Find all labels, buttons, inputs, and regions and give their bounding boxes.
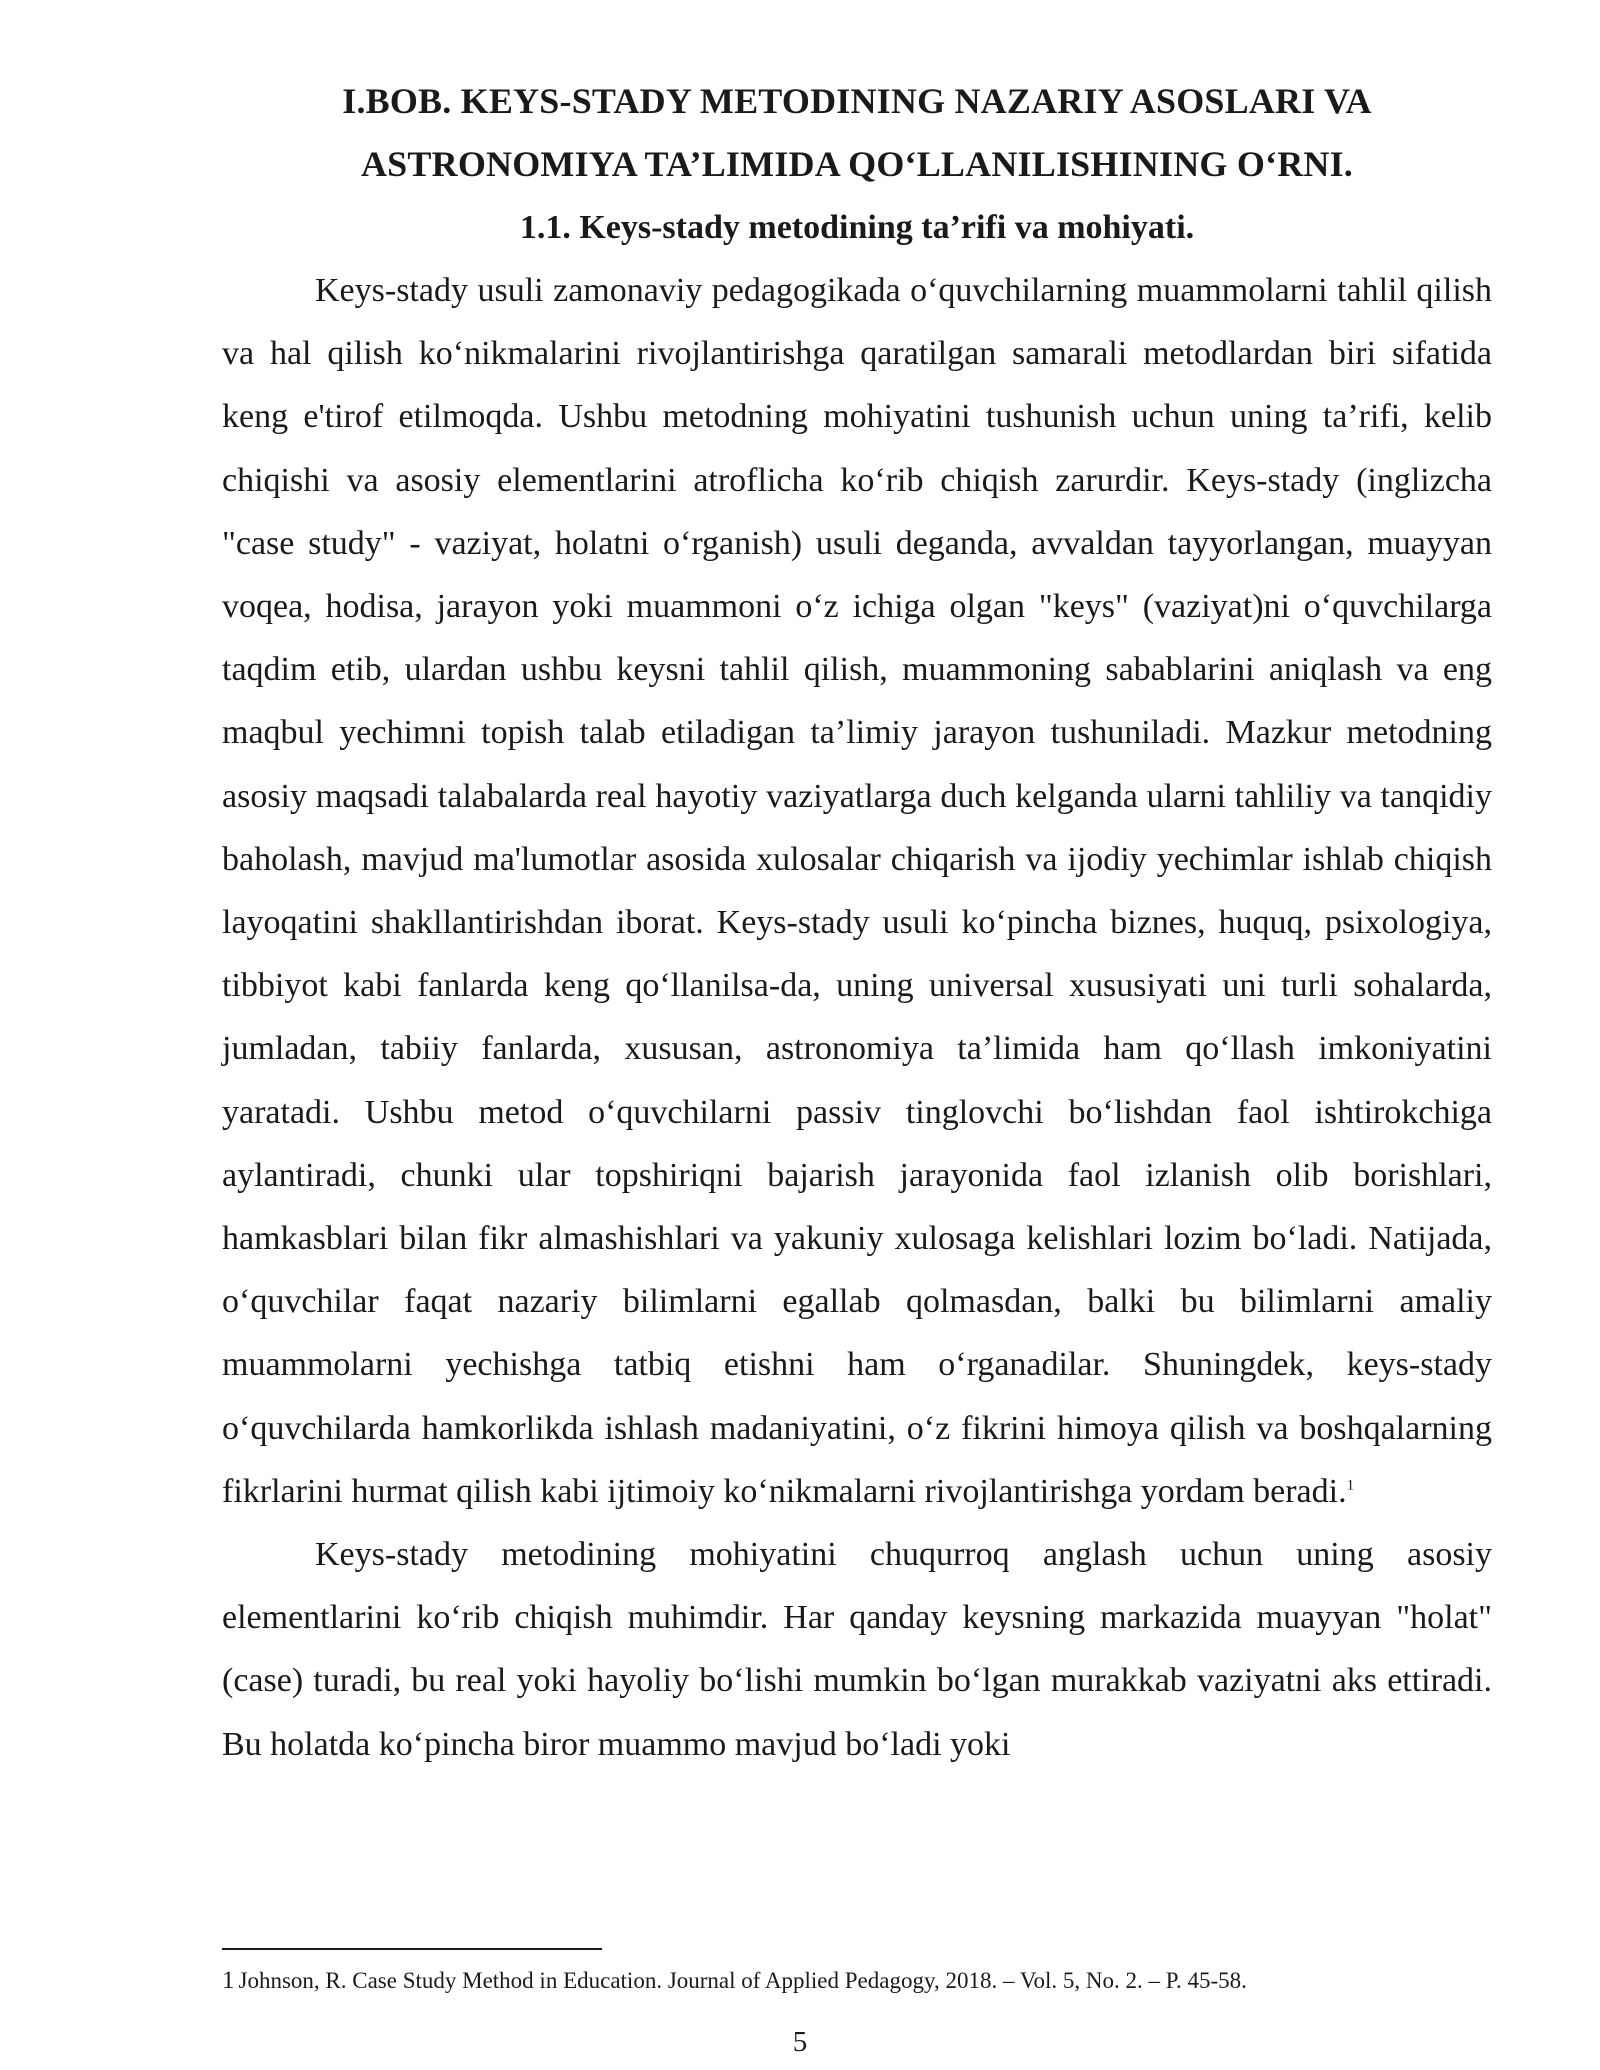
section-title: 1.1. Keys-stady metodining ta’rifi va mohiyati. (519, 209, 1195, 246)
footnote-number: 1 (222, 1967, 235, 1994)
footnote-text: Johnson, R. Case Study Method in Education. Journal of Applied Pedagogy, 2018. – Vol. 5, No. 2. – P. 45-58. (238, 1968, 1247, 1993)
page-number: 5 (792, 2026, 808, 2058)
chapter-title-line-2: ASTRONOMIYA TA’LIMIDA QO‘LLANILISHINING O‘RNI. (360, 144, 1354, 184)
chapter-title (222, 70, 1492, 196)
paragraph-1-text: Keys-stady usuli zamonaviy pedagogikada o‘quvchilarning muammolarni tahlil qilish va hal qilish ko‘nikmalarini rivojlantirishga qaratilgan samarali metodlardan biri sifatida keng e'tirof etilmoqda. Ushbu metodning mohiyatini tushunish uchun uning ta’rifi, kelib chiqishi va asosiy elementlarini atroflicha ko‘rib chiqish zarurdir. Keys-stady (inglizcha "case study" - vaziyat, holatni o‘rganish) usuli deganda, avvaldan tayyorlangan, muayyan voqea, hodisa, jarayon yoki muammoni o‘z ichiga olgan "keys" (vaziyat)ni o‘quvchilarga taqdim etib, ulardan ushbu keysni tahlil qilish, muammoning sabablarini aniqlash va eng maqbul yechimni topish talab etiladigan ta’limiy jarayon tushuniladi. Mazkur metodning asosiy maqsadi talabalarda real hayotiy vaziyatlarga duch kelganda ularni tahliliy va tanqidiy baholash, mavjud ma'lumotlar asosida xulosalar chiqarish va ijodiy yechimlar ishlab chiqish layoqatini shakllantirishdan iborat. Keys-stady usuli ko‘pincha biznes, huquq, psixologiya, tibbiyot kabi fanlarda keng qo‘llanilsa-da, uning universal xususiyati uni turli sohalarda, jumladan, tabiiy fanlarda, xususan, astronomiya ta’limida ham qo‘llash imkoniyatini yaratadi. Ushbu metod o‘quvchilarni passiv tinglovchi bo‘lishdan faol ishtirokchiga aylantiradi, chunki ular topshiriqni bajarish jarayonida faol izlanish olib borishlari, hamkasblari bilan fikr almashishlari va yakuniy xulosaga kelishlari lozim bo‘ladi. Natijada, o‘quvchilar faqat nazariy bilimlarni egallab qolmasdan, balki bu bilimlarni amaliy muammolarni yechishga tatbiq etishni ham o‘rganadilar. Shuningdek, keys-stady o‘quvchilarda hamkorlikda ishlash madaniyatini, o‘z fikrini himoya qilish va boshqalarning fikrlarini hurmat qilish kabi ijtimoiy ko‘nikmalarni rivojlantirishga yordam beradi. (222, 272, 1492, 1510)
paragraph-2: Keys-stady metodining mohiyatini chuqurroq anglash uchun uning asosiy elementlarini ko‘rib chiqish muhimdir. Har qanday keysning markazida muayyan "holat" (case) turadi, bu real yoki hayoliy bo‘lishi mumkin bo‘lgan murakkab vaziyatni aks ettiradi. Bu holatda ko‘pincha biror muammo mavjud bo‘ladi yoki (222, 1536, 1492, 1763)
chapter-title-line-1: I.BOB. KEYS-STADY METODINING NAZARIY ASOSLARI VA (342, 81, 1372, 121)
footnote-reference[interactable]: 1 (1346, 1477, 1355, 1494)
paragraph-1 (222, 259, 1492, 1523)
document-page (222, 70, 1492, 1776)
footnote (222, 1965, 1522, 1997)
footnote-separator (222, 1948, 602, 1950)
